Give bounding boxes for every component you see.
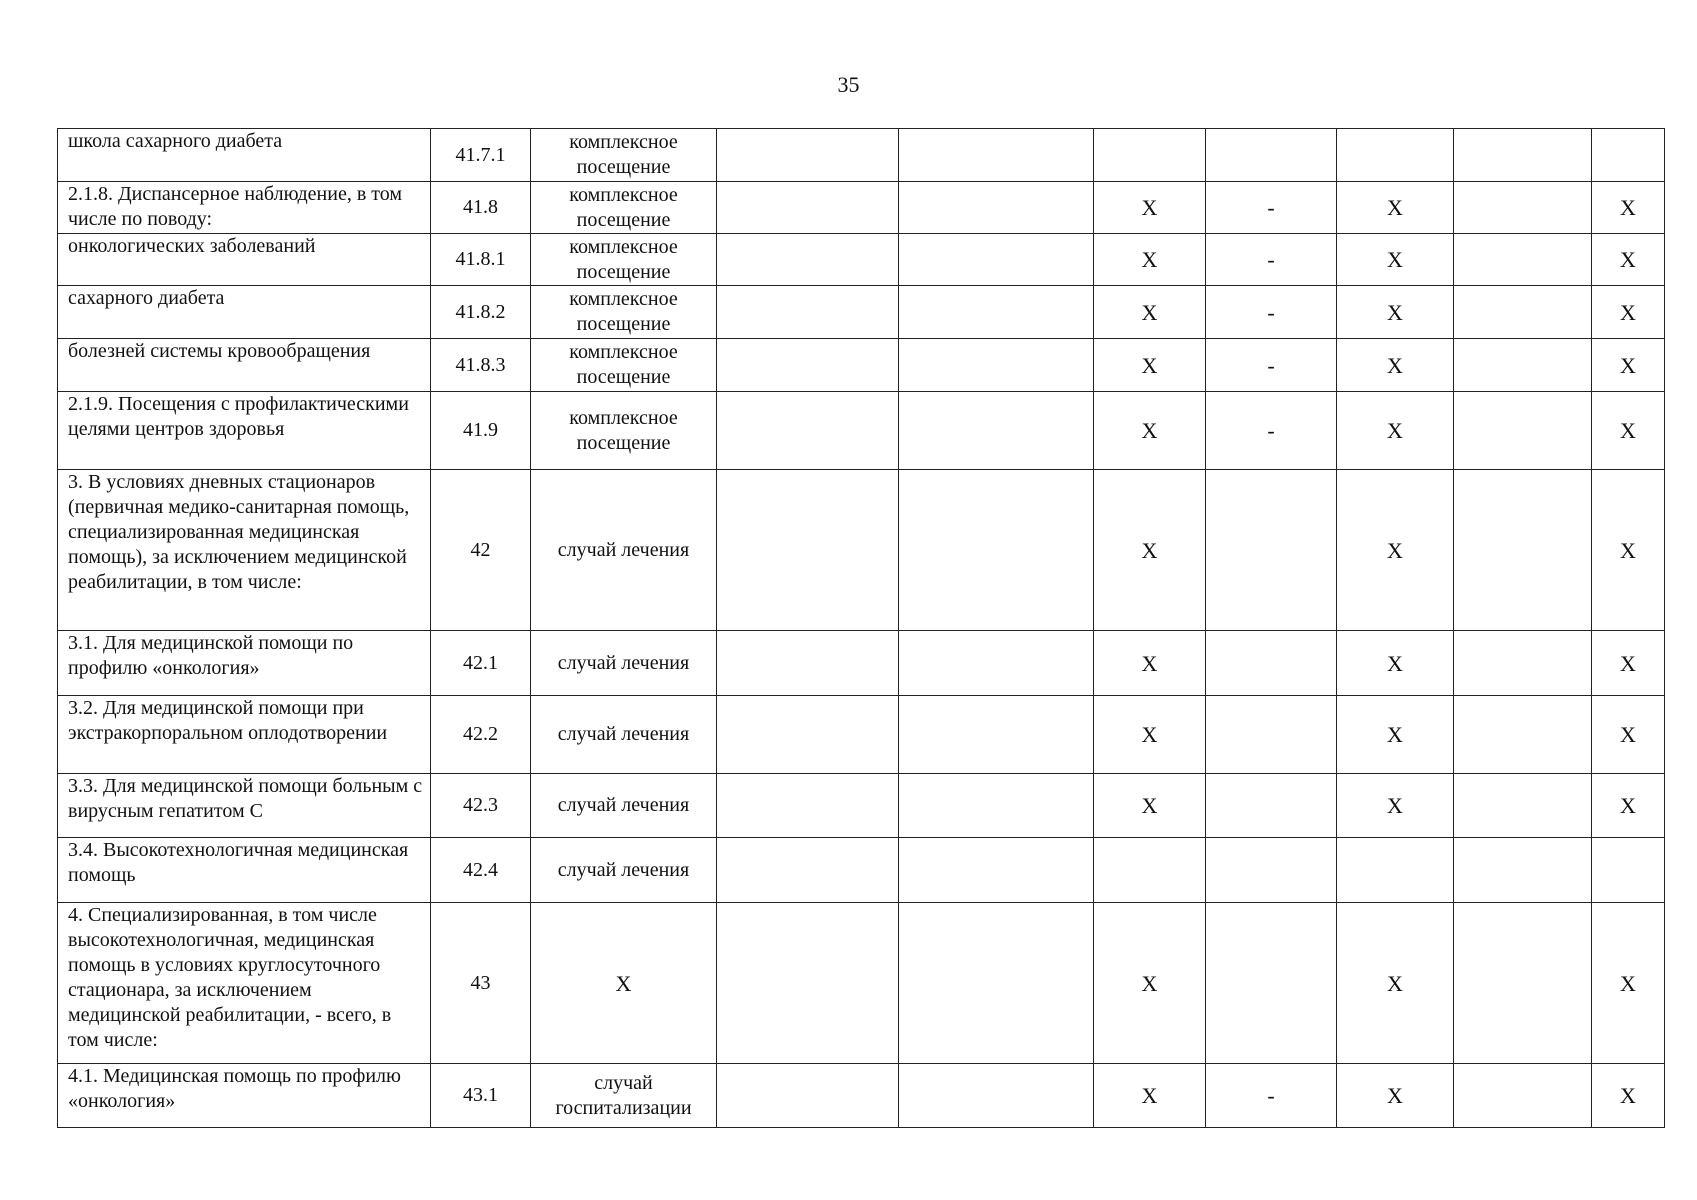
cell-col6 (1094, 838, 1206, 903)
cell-col10: X (1592, 182, 1665, 234)
cell-col10: X (1592, 234, 1665, 286)
row-label: сахарного диабета (58, 286, 431, 339)
cell-col6: X (1094, 234, 1206, 286)
cell-col6: X (1094, 631, 1206, 696)
row-label: онкологических заболеваний (58, 234, 431, 286)
cell-col9 (1454, 631, 1592, 696)
row-unit: случай лечения (531, 838, 717, 903)
row-unit: комплексное посещение (531, 129, 717, 182)
row-unit: случай лечения (531, 696, 717, 774)
row-unit: комплексное посещение (531, 234, 717, 286)
row-unit: комплексное посещение (531, 339, 717, 392)
cell-col7: - (1206, 339, 1337, 392)
cell-col7: - (1206, 182, 1337, 234)
cell-col7 (1206, 631, 1337, 696)
row-label: 3.1. Для медицинской помощи по профилю «онкология» (58, 631, 431, 696)
cell-col7: - (1206, 286, 1337, 339)
cell-col6: X (1094, 470, 1206, 631)
cell-col5 (899, 838, 1094, 903)
row-unit: комплексное посещение (531, 392, 717, 470)
cell-col8 (1337, 129, 1454, 182)
cell-col9 (1454, 182, 1592, 234)
cell-col7 (1206, 838, 1337, 903)
cell-col9 (1454, 470, 1592, 631)
cell-col4 (717, 182, 899, 234)
cell-col7: - (1206, 234, 1337, 286)
cell-col5 (899, 339, 1094, 392)
cell-col6: X (1094, 392, 1206, 470)
cell-col10: X (1592, 392, 1665, 470)
cell-col8: X (1337, 286, 1454, 339)
cell-col8 (1337, 838, 1454, 903)
cell-col5 (899, 129, 1094, 182)
table-row (58, 339, 1665, 392)
table-row (58, 470, 1665, 631)
cell-col6 (1094, 129, 1206, 182)
cell-col8: X (1337, 903, 1454, 1064)
cell-col8: X (1337, 392, 1454, 470)
row-label: 3.2. Для медицинской помощи при экстракорпоральном оплодотворении (58, 696, 431, 774)
cell-col9 (1454, 286, 1592, 339)
cell-col7 (1206, 129, 1337, 182)
cell-col8: X (1337, 1064, 1454, 1128)
cell-col5 (899, 470, 1094, 631)
cell-col7: - (1206, 1064, 1337, 1128)
row-label: школа сахарного диабета (58, 129, 431, 182)
cell-col5 (899, 631, 1094, 696)
cell-col5 (899, 903, 1094, 1064)
row-code: 41.8 (431, 182, 531, 234)
cell-col4 (717, 838, 899, 903)
table-row (58, 234, 1665, 286)
row-code: 41.8.1 (431, 234, 531, 286)
cell-col10: X (1592, 774, 1665, 838)
cell-col4 (717, 903, 899, 1064)
cell-col10: X (1592, 631, 1665, 696)
cell-col7 (1206, 696, 1337, 774)
cell-col8: X (1337, 182, 1454, 234)
cell-col6: X (1094, 286, 1206, 339)
cell-col8: X (1337, 631, 1454, 696)
cell-col4 (717, 774, 899, 838)
cell-col4 (717, 631, 899, 696)
cell-col5 (899, 1064, 1094, 1128)
cell-col6: X (1094, 774, 1206, 838)
table-row (58, 838, 1665, 903)
cell-col10: X (1592, 903, 1665, 1064)
row-label: 3.4. Высокотехнологичная медицинская помощь (58, 838, 431, 903)
cell-col8: X (1337, 774, 1454, 838)
cell-col4 (717, 129, 899, 182)
cell-col10: X (1592, 286, 1665, 339)
cell-col10: X (1592, 1064, 1665, 1128)
cell-col9 (1454, 903, 1592, 1064)
row-code: 41.8.2 (431, 286, 531, 339)
cell-col10: X (1592, 470, 1665, 631)
cell-col9 (1454, 774, 1592, 838)
cell-col9 (1454, 392, 1592, 470)
cell-col6: X (1094, 182, 1206, 234)
table-row (58, 392, 1665, 470)
row-label: 2.1.8. Диспансерное наблюдение, в том числе по поводу: (58, 182, 431, 234)
row-code: 42.4 (431, 838, 531, 903)
table-row (58, 696, 1665, 774)
row-label: 3.3. Для медицинской помощи больным с вирусным гепатитом С (58, 774, 431, 838)
row-unit: случай лечения (531, 631, 717, 696)
row-label: 4. Специализированная, в том числе высокотехнологичная, медицинская помощь в условиях круглосуточного стационара, за исключением медицинской реабилитации, - всего, в том числе: (58, 903, 431, 1064)
cell-col9 (1454, 1064, 1592, 1128)
row-code: 42 (431, 470, 531, 631)
table-row (58, 182, 1665, 234)
cell-col9 (1454, 129, 1592, 182)
row-unit: X (531, 903, 717, 1064)
data-table (57, 128, 1665, 1128)
row-label: 4.1. Медицинская помощь по профилю «онкология» (58, 1064, 431, 1128)
table-row (58, 774, 1665, 838)
cell-col6: X (1094, 903, 1206, 1064)
row-unit: случай лечения (531, 774, 717, 838)
table-row (58, 631, 1665, 696)
cell-col7 (1206, 903, 1337, 1064)
cell-col4 (717, 234, 899, 286)
cell-col8: X (1337, 470, 1454, 631)
cell-col6: X (1094, 696, 1206, 774)
cell-col5 (899, 286, 1094, 339)
cell-col9 (1454, 339, 1592, 392)
cell-col10 (1592, 838, 1665, 903)
cell-col6: X (1094, 339, 1206, 392)
cell-col4 (717, 339, 899, 392)
cell-col10: X (1592, 696, 1665, 774)
cell-col7 (1206, 470, 1337, 631)
cell-col9 (1454, 838, 1592, 903)
row-unit: комплексное посещение (531, 182, 717, 234)
cell-col5 (899, 774, 1094, 838)
table-row (58, 903, 1665, 1064)
row-code: 42.2 (431, 696, 531, 774)
cell-col7 (1206, 774, 1337, 838)
cell-col5 (899, 234, 1094, 286)
cell-col8: X (1337, 339, 1454, 392)
row-unit: случай госпитализации (531, 1064, 717, 1128)
cell-col8: X (1337, 696, 1454, 774)
row-code: 41.8.3 (431, 339, 531, 392)
table-row (58, 286, 1665, 339)
cell-col5 (899, 392, 1094, 470)
cell-col8: X (1337, 234, 1454, 286)
cell-col4 (717, 286, 899, 339)
table-body (58, 129, 1665, 1128)
cell-col10: X (1592, 339, 1665, 392)
row-label: 2.1.9. Посещения с профилактическими целями центров здоровья (58, 392, 431, 470)
cell-col10 (1592, 129, 1665, 182)
page-number: 35 (837, 72, 860, 97)
cell-col7: - (1206, 392, 1337, 470)
cell-col6: X (1094, 1064, 1206, 1128)
row-label: болезней системы кровообращения (58, 339, 431, 392)
cell-col9 (1454, 234, 1592, 286)
row-code: 42.1 (431, 631, 531, 696)
row-code: 42.3 (431, 774, 531, 838)
cell-col4 (717, 392, 899, 470)
row-unit: комплексное посещение (531, 286, 717, 339)
row-unit: случай лечения (531, 470, 717, 631)
table-row (58, 129, 1665, 182)
cell-col9 (1454, 696, 1592, 774)
table-row (58, 1064, 1665, 1128)
row-code: 43 (431, 903, 531, 1064)
cell-col4 (717, 470, 899, 631)
cell-col5 (899, 696, 1094, 774)
row-code: 41.9 (431, 392, 531, 470)
row-code: 41.7.1 (431, 129, 531, 182)
row-code: 43.1 (431, 1064, 531, 1128)
row-label: 3. В условиях дневных стационаров (первичная медико-санитарная помощь, специализированная медицинская помощь), за исключением медицинской реабилитации, в том числе: (58, 470, 431, 631)
cell-col4 (717, 696, 899, 774)
cell-col4 (717, 1064, 899, 1128)
cell-col5 (899, 182, 1094, 234)
